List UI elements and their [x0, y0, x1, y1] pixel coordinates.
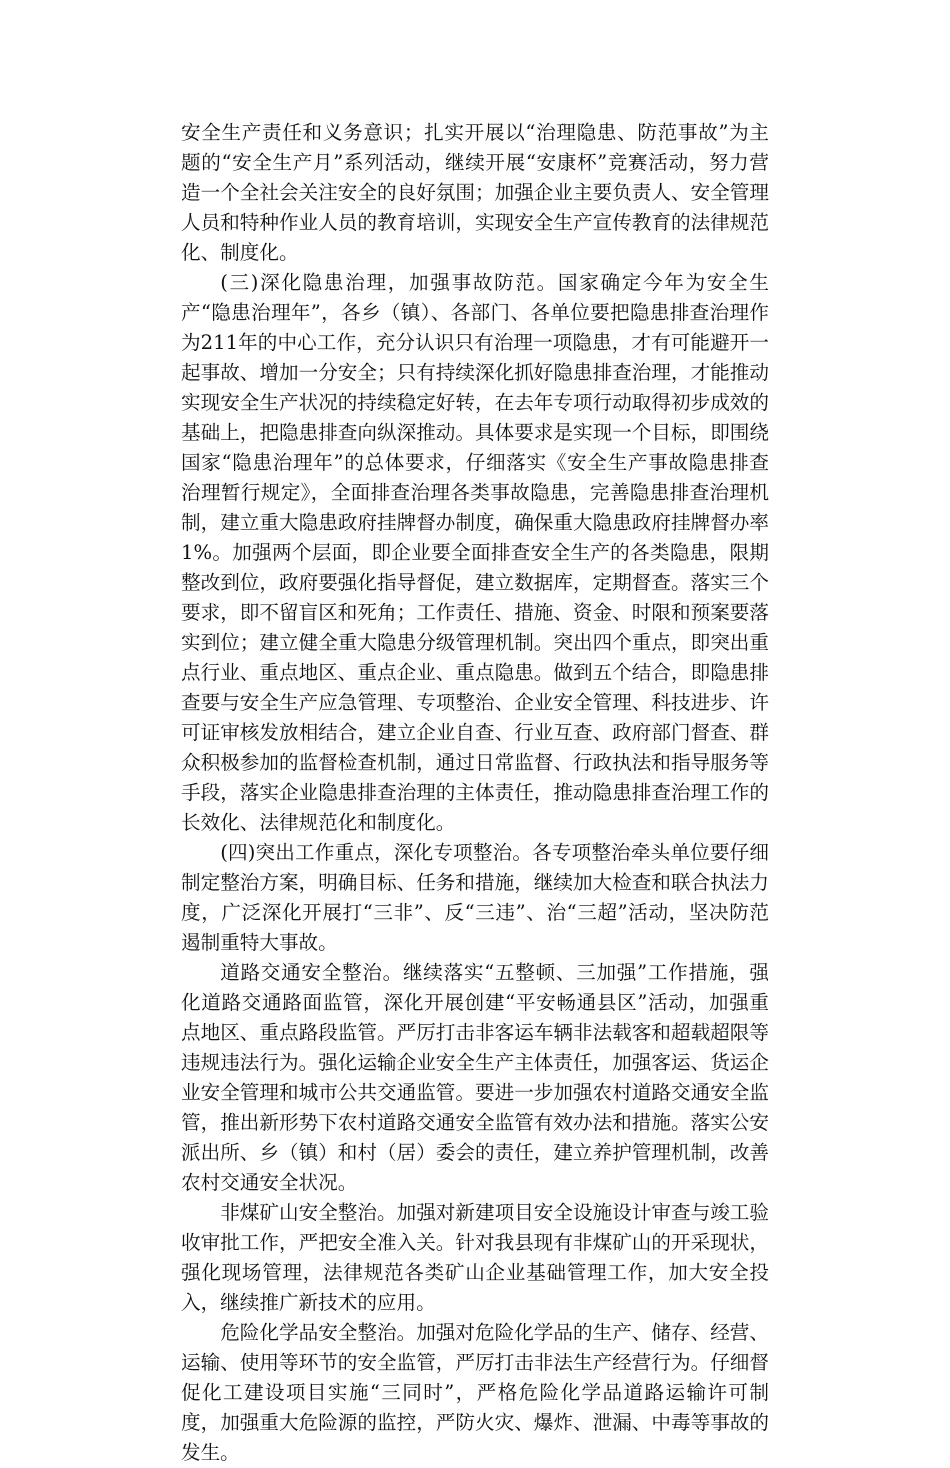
paragraph-section-three: (三)深化隐患治理，加强事故防范。国家确定今年为安全生产“隐患治理年”，各乡（镇）、各部门、各单位要把隐患排查治理作为211年的中心工作，充分认识只有治理一项隐患，才有可能避开一起事故、增加一分安全；只有持续深化抓好隐患排查治理，才能推动实现安全生产状况的持续稳定好转，在去年专项行动取得初步成效的基础上，把隐患排查向纵深推动。具体要求是实现一个目标，即围绕国家“隐患治理年”的总体要求，仔细落实《安全生产事故隐患排查治理暂行规定》，全面排查治理各类事故隐患，完善隐患排查治理机制，建立重大隐患政府挂牌督办制度，确保重大隐患政府挂牌督办率1%。加强两个层面，即企业要全面排查安全生产的各类隐患，限期整改到位，政府要强化指导督促，建立数据库，定期督查。落实三个要求，即不留盲区和死角；工作责任、措施、资金、时限和预案要落实到位；建立健全重大隐患分级管理机制。突出四个重点，即突出重点行业、重点地区、重点企业、重点隐患。做到五个结合，即隐患排查要与安全生产应急管理、专项整治、企业安全管理、科技进步、许可证审核发放相结合，建立企业自查、行业互查、政府部门督查、群众积极参加的监督检查机制，通过日常监督、行政执法和指导服务等手段，落实企业隐患排查治理的主体责任，推动隐患排查治理工作的长效化、法律规范化和制度化。 [181, 271, 769, 834]
paragraph-hazardous-chemicals: 危险化学品安全整治。加强对危险化学品的生产、储存、经营、运输、使用等环节的安全监管，严厉打击非法生产经营行为。仔细督促化工建设项目实施“三同时”，严格危险化学品道路运输许可制度，加强重大危险源的监控，严防火灾、爆炸、泄漏、中毒等事故的发生。 [181, 1321, 769, 1464]
paragraph-non-coal-mine: 非煤矿山安全整治。加强对新建项目安全设施设计审查与竣工验收审批工作，严把安全准入关。针对我县现有非煤矿山的开采现状，强化现场管理，法律规范各类矿山企业基础管理工作，加大安全投入，继续推广新技术的应用。 [181, 1201, 769, 1314]
paragraph-section-four: (四)突出工作重点，深化专项整治。各专项整治牵头单位要仔细制定整治方案，明确目标、任务和措施，继续加大检查和联合执法力度，广泛深化开展打“三非”、反“三违”、治“三超”活动，坚决防范遏制重特大事故。 [181, 841, 769, 954]
document-body [181, 118, 769, 1468]
paragraph-continued: 安全生产责任和义务意识；扎实开展以“治理隐患、防范事故”为主题的“安全生产月”系列活动，继续开展“安康杯”竞赛活动，努力营造一个全社会关注安全的良好氛围；加强企业主要负责人、安全管理人员和特种作业人员的教育培训，实现安全生产宣传教育的法律规范化、制度化。 [181, 121, 769, 264]
paragraph-road-traffic: 道路交通安全整治。继续落实“五整顿、三加强”工作措施，强化道路交通路面监管，深化开展创建“平安畅通县区”活动，加强重点地区、重点路段监管。严厉打击非客运车辆非法载客和超载超限等违规违法行为。强化运输企业安全生产主体责任，加强客运、货运企业安全管理和城市公共交通监管。要进一步加强农村道路交通安全监管，推出新形势下农村道路交通安全监管有效办法和措施。落实公安派出所、乡（镇）和村（居）委会的责任，建立养护管理机制，改善农村交通安全状况。 [181, 961, 769, 1194]
